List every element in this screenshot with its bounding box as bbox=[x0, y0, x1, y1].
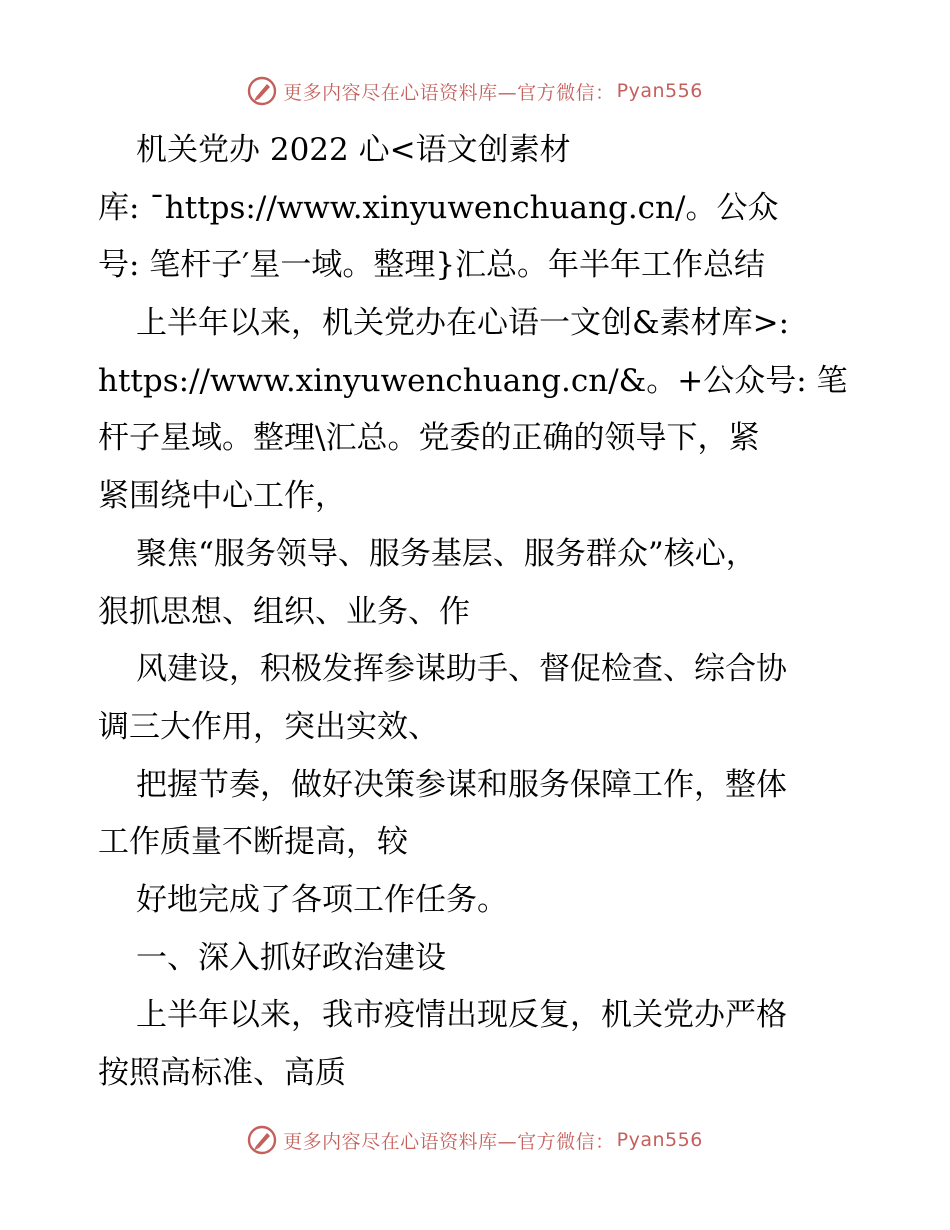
watermark-text: 更多内容尽在心语资料库—官方微信： bbox=[283, 81, 615, 104]
body-text-line: 紧围绕中心工作， bbox=[98, 478, 346, 515]
body-text-line: 聚焦“服务领导、服务基层、服务群众”核心， bbox=[136, 535, 757, 572]
body-text-line: 把握节奏，做好决策参谋和服务保障工作，整体 bbox=[136, 766, 787, 803]
watermark-text: 更多内容尽在心语资料库—官方微信： bbox=[283, 1130, 615, 1153]
body-text-line: 风建设，积极发挥参谋助手、督促检查、综合协 bbox=[136, 651, 787, 688]
body-text-line: 杆子星域。整理\汇总。党委的正确的领导下，紧 bbox=[98, 420, 760, 457]
quill-seal-icon bbox=[247, 1125, 277, 1155]
watermark-wechat-id: Pyan556 bbox=[616, 80, 703, 102]
document-body bbox=[98, 122, 858, 1103]
body-text-line: 按照高标准、高质 bbox=[98, 1055, 346, 1091]
body-text-line: 狠抓思想、组织、业务、作 bbox=[98, 593, 470, 630]
quill-seal-icon bbox=[247, 76, 277, 106]
watermark-wechat-id: Pyan556 bbox=[616, 1129, 703, 1151]
body-text-line: 工作质量不断提高，较 bbox=[98, 824, 408, 861]
body-text-line: 调三大作用，突出实效、 bbox=[98, 708, 439, 745]
body-text-line: 号: 笔杆子′星一域。整理}汇总。年半年工作总结 bbox=[98, 247, 766, 284]
body-text-line: 机关党办 2022 心<语文创素材 bbox=[136, 132, 571, 168]
body-text-line: 上半年以来，机关党办在心语一文创&素材库>: bbox=[136, 305, 790, 342]
body-text-line: 好地完成了各项工作任务。 bbox=[136, 881, 508, 918]
body-text-line: https://www.xinyuwenchuang.cn/&。+公众号: 笔 bbox=[98, 362, 848, 399]
header-watermark bbox=[0, 71, 950, 111]
body-text-line: 库: ¯https://www.xinyuwenchuang.cn/。公众 bbox=[98, 189, 779, 226]
body-text-line: 上半年以来，我市疫情出现反复，机关党办严格 bbox=[136, 997, 787, 1034]
footer-watermark bbox=[0, 1120, 950, 1160]
body-text-line: 一、深入抓好政治建设 bbox=[136, 939, 446, 976]
